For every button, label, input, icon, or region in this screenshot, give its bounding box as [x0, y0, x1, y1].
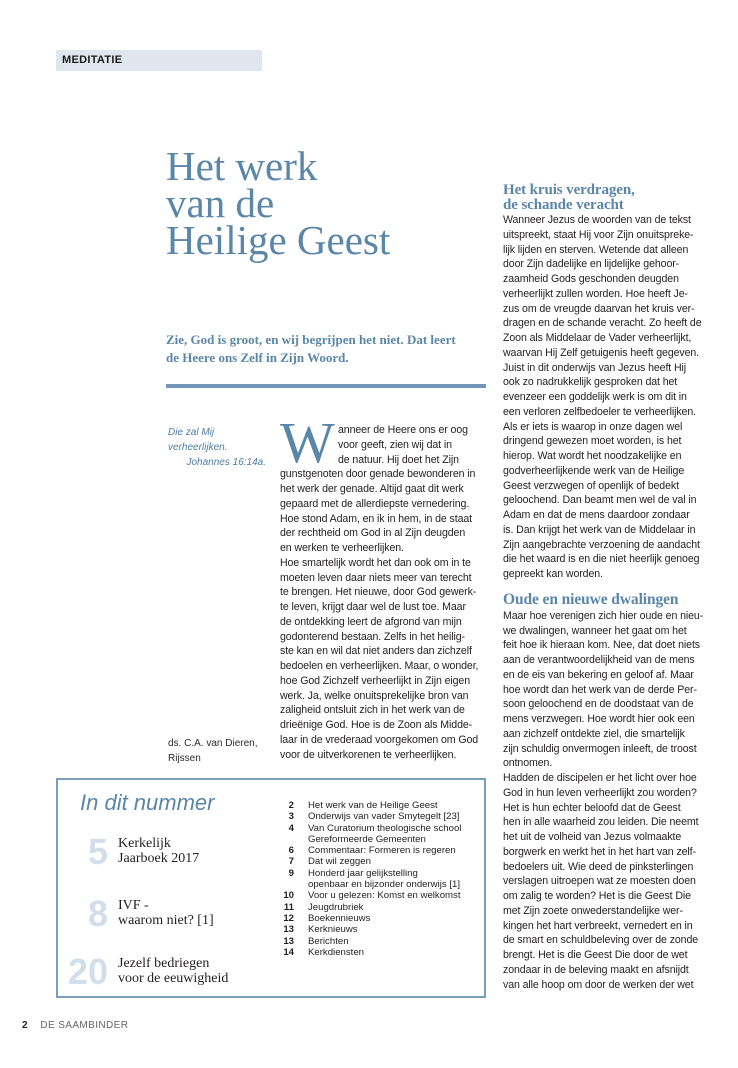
text-line: zondaar in de beleving maakt en afsnijdt	[503, 963, 689, 976]
section-label: MEDITATIE	[56, 50, 262, 71]
text-line: hen in alle waarheid zou leiden. Die neemt	[503, 816, 699, 829]
toc-entry-title: Voor u gelezen: Komst en welkomst	[308, 890, 461, 902]
subheading-dwalingen: Oude en nieuwe dwalingen	[503, 590, 679, 608]
text-line: zus om de vreugde daarvan het kruis ver-	[503, 302, 695, 315]
featured-page-number: 5	[87, 831, 108, 872]
featured-page-number: 20	[67, 951, 108, 992]
text-line: godverheerlijkende werk van de Heilige	[503, 464, 685, 477]
text-line: der rechtheid om God in al Zijn deugden	[280, 527, 466, 540]
article-title	[166, 143, 466, 263]
text-line: de natuur. Hij doet het Zijn	[338, 453, 459, 466]
toc-entry-title: Jeugdrubriek	[308, 901, 364, 913]
text-line: werk. Ja, welke onuitsprekelijke bron van	[280, 689, 469, 702]
paragraph-kruis	[503, 213, 713, 582]
drop-cap: W	[280, 410, 335, 475]
text-line: geloochend. Dan beamt men wel de val in	[503, 494, 697, 507]
quote-reference: Johannes 16:14a.	[186, 457, 266, 468]
text-line: Hadden de discipelen er het licht over hoe	[503, 772, 697, 784]
toc-page-number: 3	[288, 811, 294, 823]
body-column-middle	[280, 423, 490, 762]
text-line: Hoe smartelijk wordt het dan ook om in te	[280, 556, 471, 569]
toc-entry[interactable]	[280, 856, 480, 867]
toc-entry[interactable]	[280, 800, 480, 811]
author-place: Rijssen	[168, 753, 201, 764]
toc-entry[interactable]	[280, 890, 480, 901]
text-line: te brengen. Het nieuwe, door God gewerk-	[280, 586, 477, 599]
toc-page-number: 12	[283, 912, 294, 924]
text-line: te leven, krijgt daar wel de lust toe. Maar	[280, 601, 466, 613]
text-line: en werken te verheerlijken.	[280, 542, 404, 554]
scripture-quote	[168, 425, 268, 470]
text-line: we dwalingen, wanneer het gaat om het	[503, 624, 687, 637]
quote-line: Die zal Mij	[168, 427, 215, 438]
text-line: borgwerk en werkt het in het hart van zelf-	[503, 845, 696, 858]
text-line: door Zijn dadelijke en lijdelijke gehoor-	[503, 258, 680, 271]
text-line: uitspreekt, staat Hij voor Zijn onuitspreke-	[503, 228, 694, 241]
author-credit	[168, 736, 268, 766]
text-line: ste kan en wil dat niet anders dan zichzelf	[280, 645, 472, 658]
toc-entry-title: Dat wil zeggen	[308, 856, 371, 868]
toc-entry-title: Kerkdiensten	[308, 946, 364, 958]
toc-entry-title: Onderwijs van vader Smytegelt [23]	[308, 811, 460, 823]
toc-entry[interactable]	[280, 823, 480, 834]
toc-page-number: 9	[288, 867, 294, 879]
text-line: evenzeer een goddelijk werk is om dit in	[503, 391, 687, 403]
text-line: de ontdekking leert de afgrond van mijn	[280, 615, 462, 628]
text-line: die het waard is en die niet heerlijk genoeg	[503, 553, 700, 566]
text-line: Hoe stond Adam, en ik in hem, in de staat	[280, 512, 472, 525]
toc-entry[interactable]	[280, 913, 480, 924]
toc-entry[interactable]	[280, 811, 480, 822]
toc-page-number: 4	[288, 822, 294, 834]
text-line: Geest verzwegen of openlijk of bedekt	[503, 479, 679, 492]
toc-page-number: 7	[288, 856, 294, 868]
text-line: moeten leven daar niets meer van terecht	[280, 571, 472, 584]
toc-entry[interactable]	[280, 845, 480, 856]
text-line: bedoelen en verheerlijken. Maar, o wonder,	[280, 660, 479, 672]
table-of-contents	[56, 778, 486, 998]
paragraph-dwalingen	[503, 609, 713, 993]
toc-entry[interactable]	[280, 924, 480, 935]
text-line: Wanneer Jezus de woorden van de tekst	[503, 214, 691, 226]
text-line: aan de verantwoordelijkheid van de mens	[503, 654, 695, 666]
featured-page-number: 8	[87, 893, 108, 934]
toc-page-number: 11	[283, 901, 294, 913]
text-line: verheerlijkt zullen worden. Hoe heeft Je-	[503, 287, 688, 300]
toc-list	[280, 800, 480, 958]
text-line: bedoelers uit. Wie deed de pinksterlingen	[503, 860, 694, 873]
text-line: anneer de Heere ons er oog	[338, 424, 468, 436]
title-line: Heilige Geest	[166, 217, 391, 263]
text-line: mens verzwegen. Hoe wordt hier ook een	[503, 713, 695, 725]
toc-entry[interactable]	[280, 902, 480, 913]
text-line: met Zijn zoete onwederstandelijke wer-	[503, 904, 683, 917]
toc-page-number: 6	[288, 845, 294, 857]
text-line: dringend gewezen moet worden, is het	[503, 435, 682, 448]
quote-line: verheerlijken.	[168, 442, 228, 453]
text-line: aan zichzelf ontdekte ziel, die smartelijk	[503, 727, 685, 740]
toc-entry-title: Gereformeerde Gemeenten	[308, 833, 426, 845]
text-line: hierop. Wat wordt het noodzakelijke en	[503, 450, 682, 462]
toc-page-number: 13	[283, 935, 294, 947]
subheading-line: Het kruis verdragen,	[503, 182, 635, 198]
text-line: hoe wordt dan het werk van de derde Per-	[503, 683, 697, 696]
text-line: Het is hun echter beloofd dat de Geest	[503, 801, 681, 814]
text-line: het uit de volheid van Jezus volmaakte	[503, 831, 682, 843]
text-line: brengt. Het is die Geest Die door de wet	[503, 949, 688, 961]
toc-entry-title: Honderd jaar gelijkstelling	[308, 867, 418, 879]
text-line: gepaard met de allerdiepste vernedering.	[280, 497, 470, 510]
text-line: zaligheid ontsluit zich in het werk van de	[280, 704, 465, 717]
text-line: gepreekt kan worden.	[503, 568, 603, 580]
featured-title-line: waarom niet? [1]	[118, 913, 214, 928]
title-divider	[166, 384, 486, 388]
text-line: het werk der genade. Altijd gaat dit werk	[280, 483, 464, 495]
lead-paragraph	[166, 331, 496, 367]
text-line: gunstgenoten door genade bewonderen in	[280, 468, 476, 481]
text-line: Juist in dit onderwijs van Jezus heeft Hij	[503, 361, 687, 374]
text-line: laar in de vrederaad voorgekomen om God	[280, 733, 479, 746]
text-line: en de eis van bekering en geloof af. Maar	[503, 668, 694, 681]
text-line: is. Dan krijgt het werk van de Middelaar in	[503, 523, 696, 536]
text-line: zaamheid Gods geschonden deugden	[503, 273, 679, 285]
text-line: voor de uitverkorenen te verheerlijken.	[280, 748, 457, 761]
toc-page-number: 13	[283, 924, 294, 936]
text-line: feit hoe ik hieraan kom. Nee, dat doet niets	[503, 639, 701, 652]
toc-entry-title: Berichten	[308, 935, 349, 947]
lead-line: Zie, God is groot, en wij begrijpen het niet. Dat leert	[166, 332, 456, 347]
featured-title-line: Jaarboek 2017	[118, 851, 200, 866]
lead-line: de Heere ons Zelf in Zijn Woord.	[166, 350, 349, 365]
toc-entry[interactable]	[280, 834, 480, 845]
toc-entry-title: Kerknieuws	[308, 924, 358, 936]
text-line: verslagen uitroepen wat ze moesten doen	[503, 875, 696, 888]
featured-title	[118, 836, 199, 866]
text-line: drieënige God. Hoe is de Zoon als Midde-	[280, 719, 473, 731]
text-line: ook zo nadrukkelijk gesproken dat het	[503, 376, 678, 389]
text-line: dragen en de schande veracht. Zo heeft de	[503, 317, 702, 330]
toc-entry-title: openbaar en bijzonder onderwijs [1]	[308, 879, 461, 891]
text-line: zijn schuldig onvermogen inleeft, de troost	[503, 742, 697, 755]
text-line: ontnomen.	[503, 757, 553, 770]
featured-title	[118, 956, 228, 986]
text-line: een verloren zelfbedoeler te verheerlijken.	[503, 405, 696, 418]
text-line: Als er iets is waarop in onze dagen wel	[503, 420, 683, 433]
text-line: Zoon als Middelaar de Vader verheerlijkt,	[503, 332, 692, 344]
text-line: Adam en dat de mens daardoor zondaar	[503, 509, 690, 521]
magazine-name: DE SAAMBINDER	[40, 1020, 129, 1031]
text-line: voor geeft, zien wij dat in	[338, 438, 452, 451]
toc-page-number: 14	[283, 946, 294, 958]
toc-entry-title: Het werk van de Heilige Geest	[308, 800, 438, 811]
page-footer	[22, 1020, 128, 1031]
text-line: godonterend bestaan. Zelfs in het heilig-	[280, 630, 465, 643]
text-line: kingen het hart verbreekt, vernedert en in	[503, 919, 693, 932]
toc-title: In dit nummer	[80, 790, 215, 815]
text-line: soon geloochend en de doodstaat van de	[503, 698, 694, 711]
title-line: van de	[166, 180, 275, 226]
text-line: de smart en schuldbeleving over de zonde	[503, 934, 699, 947]
text-line: hoe God Zichzelf verheerlijkt in Zijn eigen	[280, 674, 471, 687]
subheading-line: de schande veracht	[503, 197, 624, 213]
text-line: van alle hoop om door de werken der wet	[503, 978, 694, 991]
text-line: waarvan Hij Zelf getuigenis heeft gegeven.	[503, 346, 700, 359]
text-line: lijk lijden en sterven. Wetende dat alleen	[503, 243, 689, 256]
toc-entry[interactable]	[280, 868, 480, 879]
subheading-kruis	[503, 183, 713, 213]
featured-title-line: voor de eeuwigheid	[118, 971, 229, 986]
title-line: Het werk	[166, 143, 318, 189]
text-line: God in hun leven verheerlijkt zou worden?	[503, 786, 697, 799]
featured-title-line: Jezelf bedriegen	[118, 956, 210, 971]
text-line: Maar hoe verenigen zich hier oude en nieu-	[503, 609, 704, 622]
toc-entry[interactable]	[280, 936, 480, 947]
text-line: om zalig te worden? Het is die Geest Die	[503, 890, 691, 902]
toc-entry-title: Van Curatorium theologische school	[308, 822, 462, 834]
toc-page-number: 2	[288, 800, 294, 811]
page-number: 2	[22, 1020, 28, 1031]
featured-title-line: Kerkelijk	[118, 836, 171, 851]
featured-title	[118, 898, 214, 928]
toc-entry-title: Boekennieuws	[308, 912, 371, 924]
toc-entry-title: Commentaar: Formeren is regeren	[308, 845, 456, 857]
body-column-right	[503, 183, 713, 992]
toc-entry[interactable]	[280, 879, 480, 890]
toc-page-number: 10	[283, 890, 294, 902]
featured-title-line: IVF -	[118, 898, 149, 913]
text-line: Zijn aangebrachte verzoening de aandacht	[503, 538, 700, 551]
toc-entry[interactable]	[280, 947, 480, 958]
author-name: ds. C.A. van Dieren,	[168, 738, 258, 749]
